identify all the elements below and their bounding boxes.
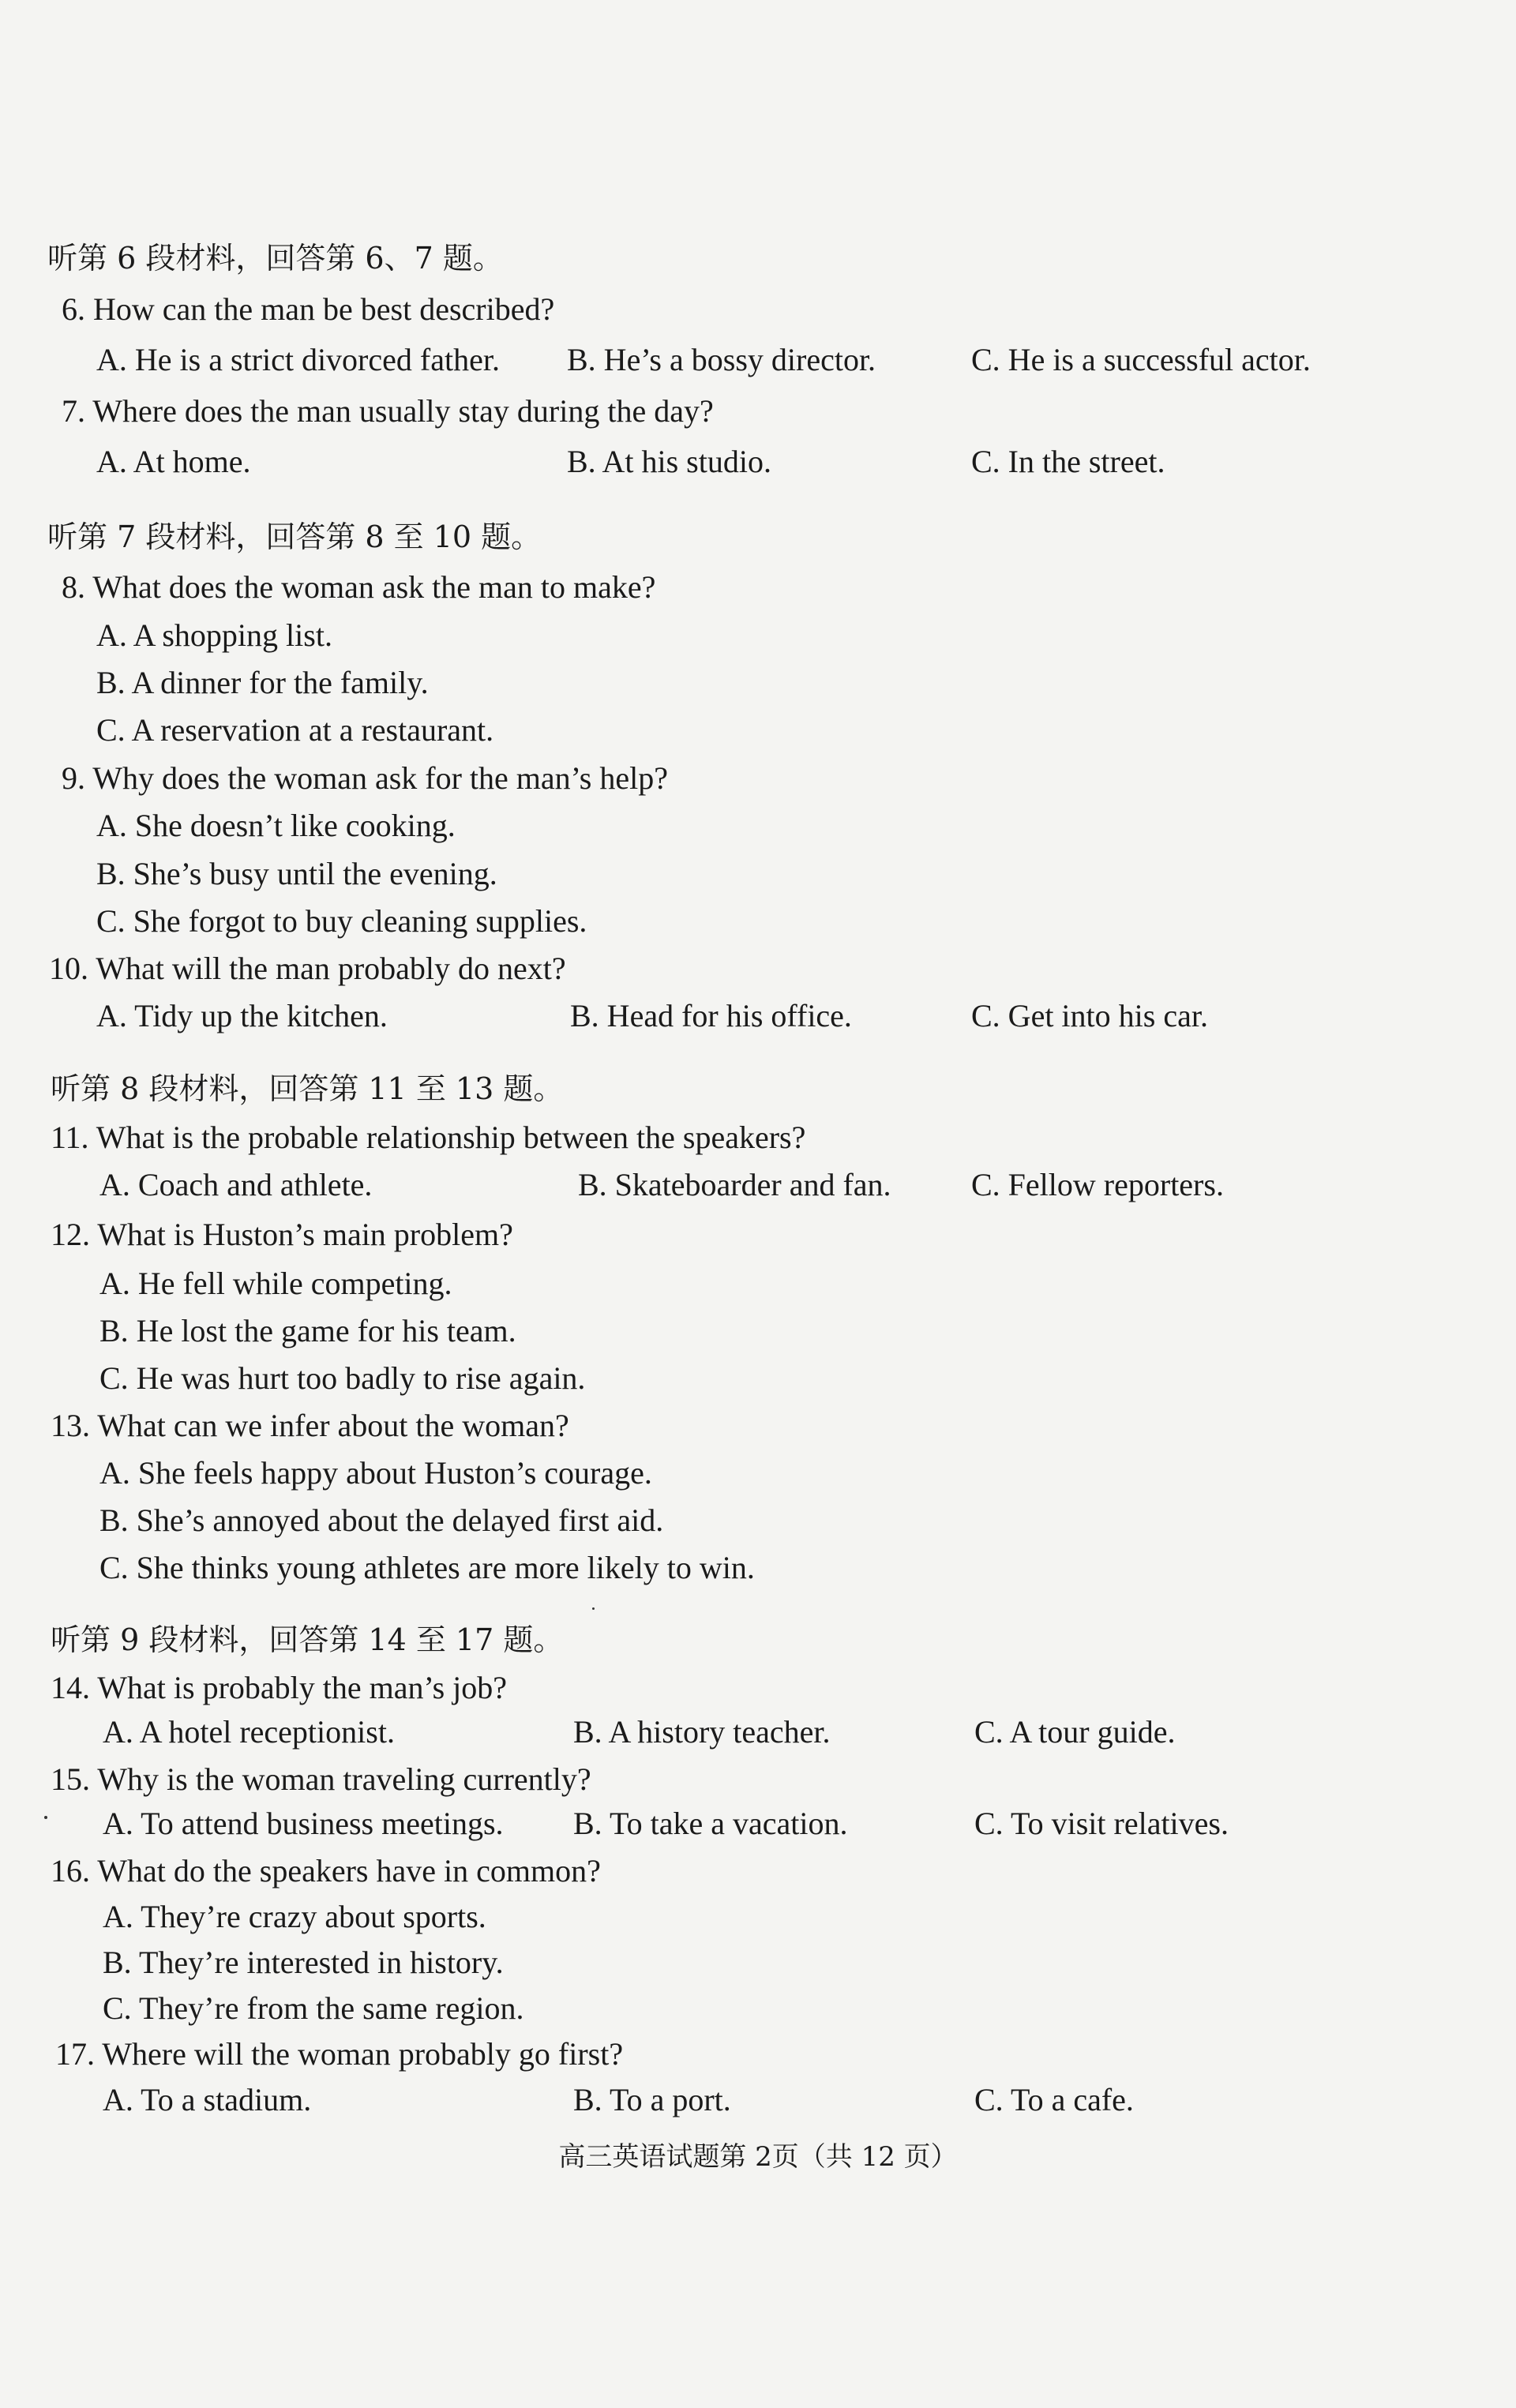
question-14-option-a: A. A hotel receptionist. <box>103 1714 395 1750</box>
question-15-option-c: C. To visit relatives. <box>974 1806 1229 1841</box>
question-17-option-c: C. To a cafe. <box>974 2082 1134 2117</box>
question-17-option-b: B. To a port. <box>573 2082 731 2117</box>
question-10-option-b: B. Head for his office. <box>570 998 852 1033</box>
question-10-stem: 10. What will the man probably do next? <box>49 951 566 986</box>
question-8-stem: 8. What does the woman ask the man to make? <box>62 569 656 605</box>
question-15-option-b: B. To take a vacation. <box>573 1806 848 1841</box>
question-15-stem: 15. Why is the woman traveling currently? <box>51 1761 591 1797</box>
question-6-stem: 6. How can the man be best described? <box>62 291 555 327</box>
question-6-option-c: C. He is a successful actor. <box>971 342 1311 377</box>
question-9-option-a: A. She doesn’t like cooking. <box>96 808 456 843</box>
question-6-option-b: B. He’s a bossy director. <box>567 342 876 377</box>
question-13-option-b: B. She’s annoyed about the delayed first aid. <box>99 1502 664 1538</box>
question-9-option-b: B. She’s busy until the evening. <box>96 856 497 891</box>
question-9-stem: 9. Why does the woman ask for the man’s help? <box>62 760 668 796</box>
page-footer: 高三英语试题第 2页（共 12 页） <box>558 2141 958 2173</box>
question-14-stem: 14. What is probably the man’s job? <box>51 1670 508 1705</box>
question-14-option-b: B. A history teacher. <box>573 1714 831 1750</box>
question-11-option-b: B. Skateboarder and fan. <box>578 1167 891 1202</box>
question-10-option-a: A. Tidy up the kitchen. <box>96 998 388 1033</box>
scan-speck <box>44 1816 47 1819</box>
question-16-option-b: B. They’re interested in history. <box>103 1945 504 1980</box>
question-12-option-c: C. He was hurt too badly to rise again. <box>99 1360 586 1396</box>
question-16-stem: 16. What do the speakers have in common? <box>51 1853 601 1889</box>
question-13-option-c: C. She thinks young athletes are more likely to win. <box>99 1550 755 1585</box>
question-17-stem: 17. Where will the woman probably go first? <box>55 2036 624 2072</box>
question-7-option-c: C. In the street. <box>971 444 1165 479</box>
question-11-stem: 11. What is the probable relationship between the speakers? <box>51 1120 806 1155</box>
scan-speck <box>592 1607 595 1610</box>
section-heading-7: 听第 7 段材料，回答第 8 至 10 题。 <box>47 519 542 554</box>
section-heading-6: 听第 6 段材料，回答第 6、7 题。 <box>47 241 503 276</box>
question-8-option-b: B. A dinner for the family. <box>96 665 429 700</box>
question-11-option-a: A. Coach and athlete. <box>99 1167 373 1202</box>
question-7-option-a: A. At home. <box>96 444 251 479</box>
question-9-option-c: C. She forgot to buy cleaning supplies. <box>96 903 587 939</box>
question-7-stem: 7. Where does the man usually stay during the day? <box>62 393 714 429</box>
question-16-option-c: C. They’re from the same region. <box>103 1990 524 2026</box>
question-8-option-a: A. A shopping list. <box>96 617 332 653</box>
question-13-stem: 13. What can we infer about the woman? <box>51 1408 569 1443</box>
question-12-option-a: A. He fell while competing. <box>99 1266 452 1301</box>
section-heading-8: 听第 8 段材料，回答第 11 至 13 题。 <box>51 1071 564 1106</box>
question-6-option-a: A. He is a strict divorced father. <box>96 342 500 377</box>
question-16-option-a: A. They’re crazy about sports. <box>103 1899 486 1934</box>
question-13-option-a: A. She feels happy about Huston’s courage. <box>99 1455 652 1491</box>
question-11-option-c: C. Fellow reporters. <box>971 1167 1224 1202</box>
question-8-option-c: C. A reservation at a restaurant. <box>96 712 494 748</box>
question-12-option-b: B. He lost the game for his team. <box>99 1313 516 1348</box>
question-14-option-c: C. A tour guide. <box>974 1714 1176 1750</box>
question-7-option-b: B. At his studio. <box>567 444 771 479</box>
question-10-option-c: C. Get into his car. <box>971 998 1208 1033</box>
question-15-option-a: A. To attend business meetings. <box>103 1806 504 1841</box>
question-17-option-a: A. To a stadium. <box>103 2082 312 2117</box>
question-12-stem: 12. What is Huston’s main problem? <box>51 1217 513 1252</box>
section-heading-9: 听第 9 段材料，回答第 14 至 17 题。 <box>51 1622 564 1657</box>
